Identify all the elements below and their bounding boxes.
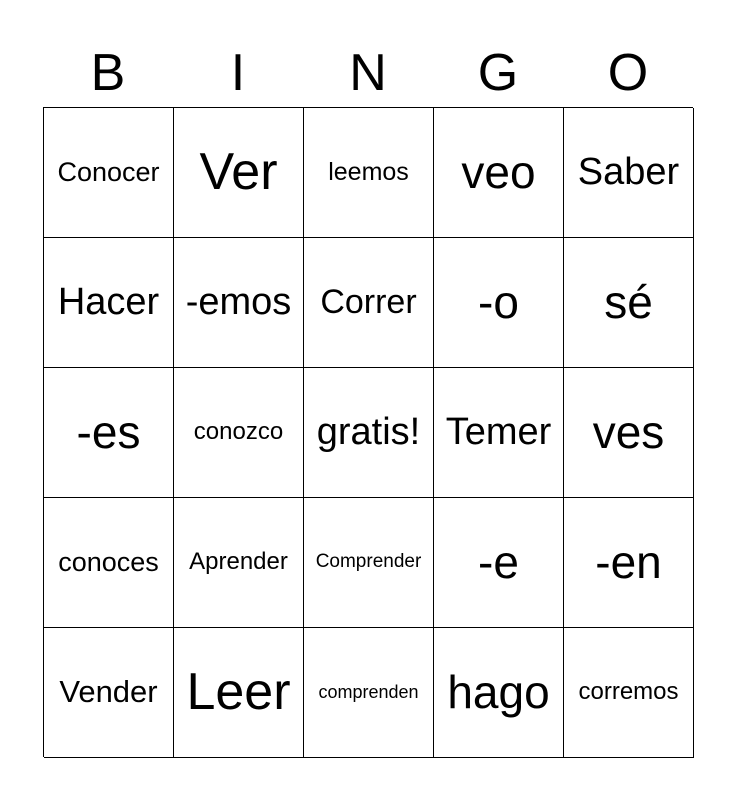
bingo-cell[interactable]: Aprender	[174, 498, 304, 628]
bingo-cell[interactable]: Comprender	[304, 498, 434, 628]
bingo-cell[interactable]: Vender	[44, 628, 174, 758]
bingo-cell[interactable]: ves	[564, 368, 694, 498]
bingo-cell[interactable]: Correr	[304, 238, 434, 368]
bingo-cell[interactable]: leemos	[304, 108, 434, 238]
bingo-cell[interactable]: -o	[434, 238, 564, 368]
bingo-cell[interactable]: sé	[564, 238, 694, 368]
bingo-cell[interactable]: -es	[44, 368, 174, 498]
header-letter-i: I	[230, 44, 246, 102]
bingo-cell[interactable]: -e	[434, 498, 564, 628]
bingo-cell[interactable]: Temer	[434, 368, 564, 498]
bingo-cell[interactable]: veo	[434, 108, 564, 238]
header-letter-b: B	[90, 44, 126, 102]
bingo-card	[43, 107, 693, 757]
bingo-cell[interactable]: -en	[564, 498, 694, 628]
bingo-cell[interactable]: Hacer	[44, 238, 174, 368]
bingo-cell[interactable]: Saber	[564, 108, 694, 238]
bingo-cell[interactable]: hago	[434, 628, 564, 758]
bingo-cell[interactable]: Leer	[174, 628, 304, 758]
bingo-cell[interactable]: -emos	[174, 238, 304, 368]
header-letter-n: N	[349, 44, 387, 102]
bingo-cell[interactable]: comprenden	[304, 628, 434, 758]
bingo-cell[interactable]: Conocer	[44, 108, 174, 238]
bingo-cell[interactable]: conozco	[174, 368, 304, 498]
header-letter-o: O	[607, 44, 649, 102]
bingo-cell[interactable]: conoces	[44, 498, 174, 628]
bingo-header	[43, 40, 693, 106]
header-letter-g: G	[477, 44, 519, 102]
bingo-cell[interactable]: corremos	[564, 628, 694, 758]
bingo-cell[interactable]: gratis!	[304, 368, 434, 498]
bingo-cell[interactable]: Ver	[174, 108, 304, 238]
